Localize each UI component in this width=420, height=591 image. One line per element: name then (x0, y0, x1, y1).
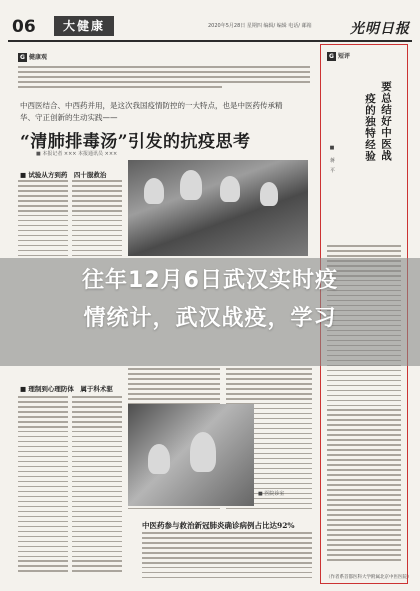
article-tag: G 健康观 (18, 52, 47, 62)
photo-caption: ■ 医院诊室 (258, 491, 285, 497)
subhead-2: ■ 理制到心理防体 属于科术驱 (20, 385, 113, 393)
g-logo-icon: G (18, 53, 27, 62)
hospital-photo (128, 160, 308, 256)
overlay-title-line-2: 情统计，武汉战疫，学习 (83, 306, 337, 331)
clinic-photo (128, 404, 254, 506)
overlay-title (0, 262, 420, 338)
article-byline: ■ 本报记者 ××× 本报通讯员 ××× (36, 151, 118, 157)
sidebar-tag: G 短评 (327, 51, 350, 61)
sidebar-title-col-1: 要总结好中医战 (380, 81, 392, 162)
dateline: 2020年5月28日 星期四 编辑/ 编辑 电话/ 邮箱 (208, 23, 312, 29)
sidebar-byline: ■ 蒋 平 (329, 145, 335, 173)
sidebar-footnote: （作者系首都医科大学附属北京中医医院） (326, 575, 412, 580)
article-deck (20, 100, 310, 124)
bottom-headline: 中医药参与救治新冠肺炎确诊病例占比达92% (142, 521, 295, 530)
intro-text-block (18, 66, 310, 96)
masthead (8, 18, 412, 42)
column-6-text (72, 396, 122, 581)
bottom-text (142, 532, 312, 582)
subhead-1: ■ 试验从方到药 四十服救治 (20, 171, 107, 179)
page-number: 06 (12, 17, 36, 37)
column-5-text (18, 396, 68, 581)
deck-line-1: 中西医结合、中西药并用，是这次我国疫情防控的一大特点，也是中医药传承精 (20, 101, 283, 110)
sidebar-title-col-2: 疫的独特经验 (364, 93, 376, 162)
newspaper-logo: 光明日报 (350, 21, 410, 37)
section-label: 大健康 (54, 16, 114, 36)
deck-line-2: 华、守正创新的生动实践—— (20, 113, 118, 122)
overlay-title-line-1: 往年12月6日武汉实时疫 (82, 268, 338, 293)
article-headline: “清肺排毒汤”引发的抗疫思考 (20, 132, 251, 152)
g-logo-icon: G (327, 52, 336, 61)
